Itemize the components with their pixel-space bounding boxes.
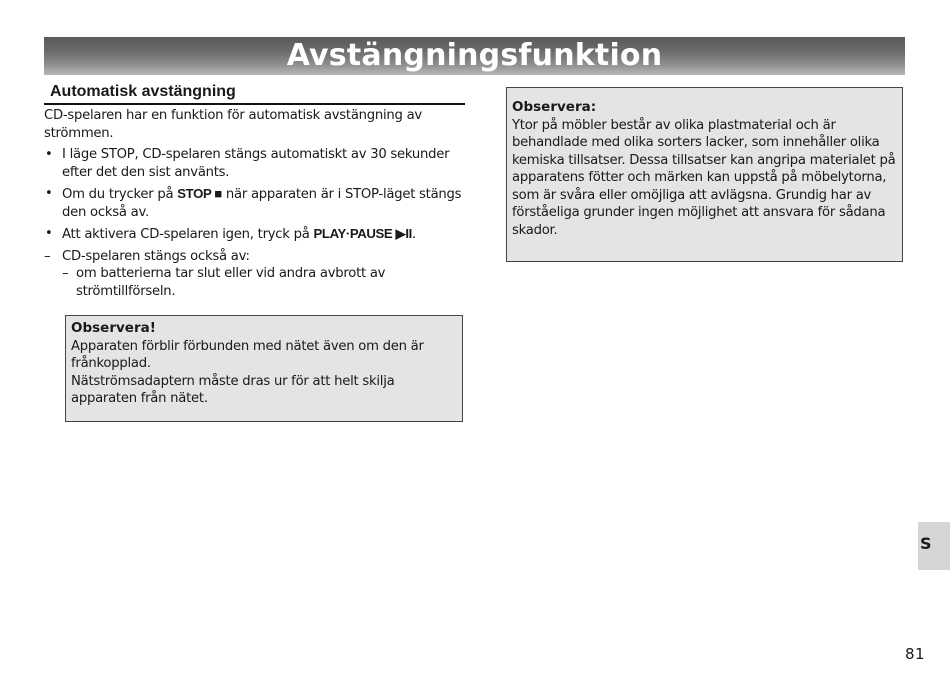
note-box-left <box>65 315 463 422</box>
list-item <box>44 225 469 244</box>
note-text: Nätströmsadaptern måste dras ur för att helt skilja apparaten från nätet. <box>71 373 395 406</box>
bullet-text-end: när apparaten är i STOP-läget stängs den också av. <box>62 187 462 220</box>
note-text: Apparaten förblir förbunden med nätet även om den är frånkopplad. <box>71 338 424 371</box>
note-title: Observera: <box>512 99 597 115</box>
bullet-mark: • <box>45 147 53 162</box>
list-item <box>44 185 469 221</box>
note-title: Observera! <box>71 320 156 336</box>
bullet-text-start: Att aktivera CD-spelaren igen, tryck på <box>62 227 314 242</box>
section-heading: Automatisk avstängning <box>44 82 465 105</box>
play-pause-key-label: PLAY·PAUSE ▶II <box>313 226 412 241</box>
dash-text: CD-spelaren stängs också av: <box>62 248 250 264</box>
stop-key-label: STOP ■ <box>177 186 222 201</box>
list-item <box>44 265 469 300</box>
bullet-mark: • <box>45 226 53 241</box>
note-box-right <box>506 87 903 262</box>
list-item <box>44 146 469 181</box>
dash-mark: – <box>62 266 69 281</box>
note-text: Ytor på möbler består av olika plastmaterial och är behandlade med olika sorters lacker, som innehåller olika kemiska tillsatser. Dessa tillsatser kan angripa materialet på apparatens fötter och märken kan uppstå på möbelytorna, som är svåra eller omöjliga att avlägsna. Grundig har av förståeliga grunder ingen möjlighet att ansvara för sådana skador. <box>512 117 896 238</box>
bullet-text-end: . <box>411 227 416 242</box>
list-item <box>44 248 469 266</box>
bullet-mark: • <box>45 186 53 201</box>
page-number: 81 <box>905 645 926 663</box>
language-tab: S <box>918 522 950 570</box>
section-body <box>44 107 469 300</box>
subdash-text: om batterierna tar slut eller vid andra avbrott av strömtillförseln. <box>76 266 386 299</box>
bullet-text-start: Om du trycker på <box>62 187 178 202</box>
dash-mark: – <box>44 248 51 264</box>
title-bar <box>44 37 905 75</box>
intro-text: CD-spelaren har en funktion för automatisk avstängning av strömmen. <box>44 108 422 141</box>
bullet-text: I läge STOP, CD-spelaren stängs automatiskt av 30 sekunder efter det den sist använts. <box>62 147 450 180</box>
page-title: Avstängningsfunktion <box>286 38 663 73</box>
